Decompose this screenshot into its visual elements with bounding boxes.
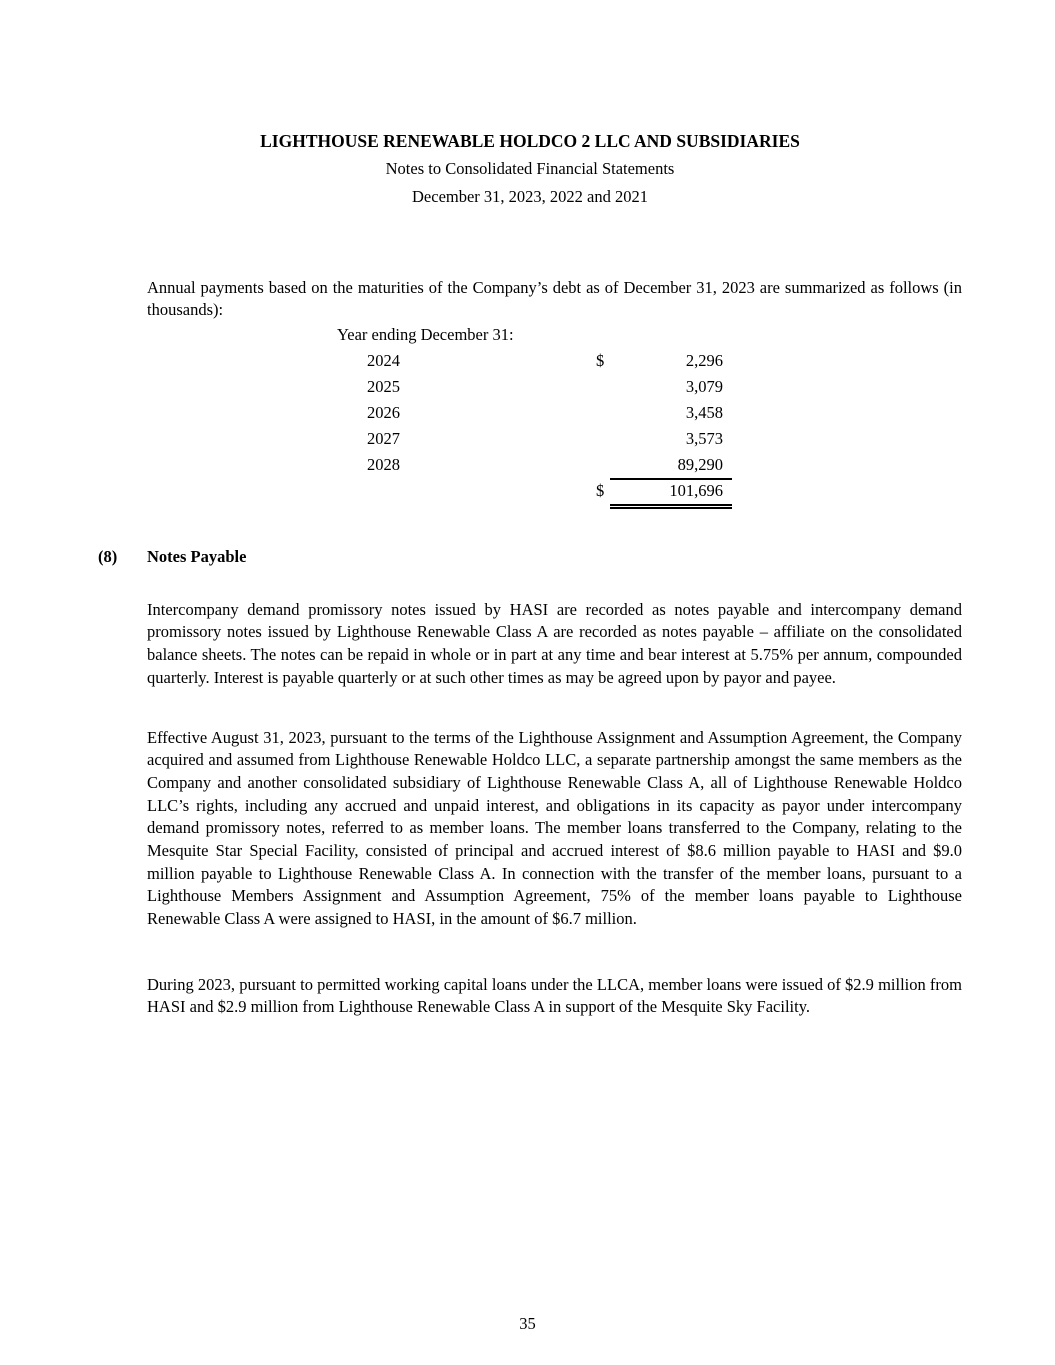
currency-cell [596, 400, 610, 426]
table-row [337, 426, 732, 452]
year-cell: 2027 [367, 429, 400, 448]
year-cell: 2028 [367, 455, 400, 474]
total-amount-cell: 101,696 [610, 478, 732, 509]
year-cell: 2025 [367, 377, 400, 396]
money-cell [596, 400, 732, 426]
page-number: 35 [519, 1314, 536, 1333]
intro-paragraph: Annual payments based on the maturities of the Company’s debt as of December 31, 2023 are summarized as follows (in thousands): [147, 277, 962, 320]
amount-cell: 3,079 [685, 377, 723, 396]
year-cell: 2026 [367, 403, 400, 422]
section-title: Notes Payable [147, 547, 247, 566]
amount-cell: 3,573 [685, 429, 723, 448]
currency-cell: $ [596, 351, 605, 370]
amount-cell: 3,458 [685, 403, 723, 422]
section-number: (8) [98, 547, 118, 566]
notes-paragraph-3: During 2023, pursuant to permitted working capital loans under the LLCA, member loans were issued of $2.9 million from HASI and $2.9 million from Lighthouse Renewable Class A in support of the Mesquite Sky Facility. [147, 974, 962, 1017]
currency-cell [596, 374, 610, 400]
currency-cell [596, 452, 610, 478]
money-cell [596, 452, 732, 478]
maturities-table [337, 322, 732, 509]
currency-cell [596, 426, 610, 452]
year-cell: 2024 [367, 351, 400, 370]
money-cell [596, 426, 732, 452]
table-row [337, 400, 732, 426]
section-heading [98, 546, 962, 569]
total-currency-cell: $ [596, 481, 605, 500]
year-cell [337, 478, 596, 509]
doc-dateline: December 31, 2023, 2022 and 2021 [412, 187, 648, 206]
money-cell [596, 348, 732, 374]
table-row [337, 348, 732, 374]
notes-paragraph-2: Effective August 31, 2023, pursuant to the terms of the Lighthouse Assignment and Assumption Agreement, the Company acquired and assumed from Lighthouse Renewable Holdco LLC, a separate partnership amongst the same members as the Company and another consolidated subsidiary of Lighthouse Renewable Class A, all of Lighthouse Renewable Holdco LLC’s rights, including any accrued and unpaid interest, and obligations in its capacity as payor under intercompany demand promissory notes, referred to as member loans. The member loans transferred to the Company, relating to the Mesquite Star Special Facility, consisted of principal and accrued interest of $8.6 million payable to HASI and $9.0 million payable to Lighthouse Renewable Class A. In connection with the transfer of the member loans, pursuant to a Lighthouse Members Assignment and Assumption Agreement, 75% of the member loans payable to Lighthouse Renewable Class A were assigned to HASI, in the amount of $6.7 million. [147, 727, 962, 929]
amount-cell: 2,296 [685, 351, 723, 370]
doc-header [98, 130, 962, 208]
table-total-row [337, 478, 732, 509]
notes-paragraph-1: Intercompany demand promissory notes issued by HASI are recorded as notes payable and intercompany demand promissory notes issued by Lighthouse Renewable Class A are recorded as notes payable – affiliate on the consolidated balance sheets. The notes can be repaid in whole or in part at any time and bear interest at 5.75% per annum, compounded quarterly. Interest is payable quarterly or at such other times as may be agreed upon by payor and payee. [147, 599, 962, 687]
amount-cell: 89,290 [610, 452, 732, 480]
table-row [337, 374, 732, 400]
doc-title: LIGHTHOUSE RENEWABLE HOLDCO 2 LLC AND SUBSIDIARIES [260, 131, 800, 151]
table-caption: Year ending December 31: [337, 325, 514, 344]
table-row [337, 452, 732, 478]
doc-subtitle: Notes to Consolidated Financial Statements [385, 159, 675, 178]
money-cell [596, 374, 732, 400]
money-cell [596, 478, 732, 509]
